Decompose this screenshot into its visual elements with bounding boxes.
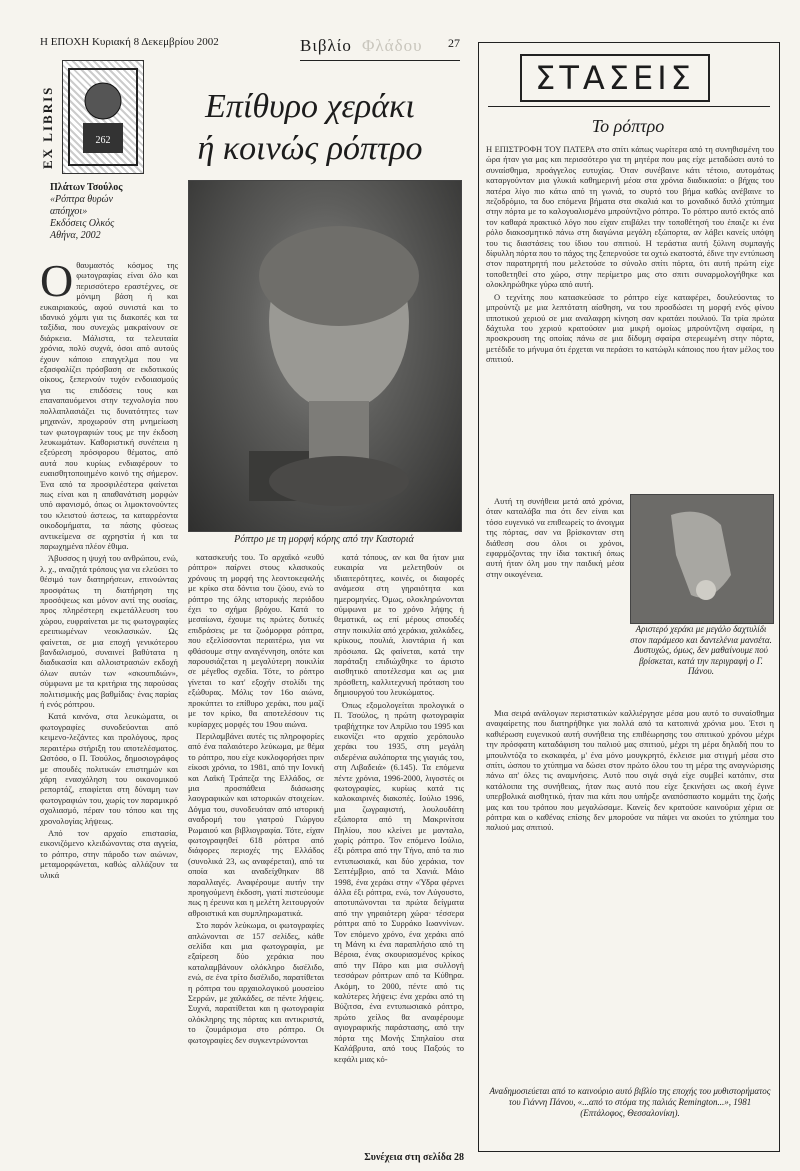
section-header (300, 32, 460, 61)
book-place-year: Αθήνα, 2002 (50, 230, 101, 241)
sidebar-text-bottom (486, 708, 774, 1080)
knocker-photo (188, 180, 462, 532)
paragraph: Αυτή τη συνήθεια μετά από χρόνια, όταν καταλάβα πια ότι δεν είναι και τόσο ευγενικό να επιθεωρείς το άνοιγμα της πόρτας, σαν να βρίσκονταν στη διάθεση σου όλοι οι χρόνοι, εφαρμόζοντας την ίδια τακτική όπως αυτή ήταν όλη μου την παιδική μέσα στην οικογένεια. (486, 496, 624, 579)
article-title-line1: Επίθυρο χεράκι (205, 88, 415, 125)
section-label: Βιβλίο (300, 36, 352, 55)
photo-caption: Ρόπτρο με τη μορφή κόρης από την Καστοριά (234, 534, 414, 545)
paragraph: Άβυσσος η ψυχή του ανθρώπου, ενώ, λ. χ., αναζητά τρόπους για να ελεύσει το θέσιμό των διατηρήσεων, επινοώντας προσφάτως τη διατήρηση της προσόψεως και μόνον αντί της ουσίας, προς πληρέστερη εκμετάλλευση του χώρου, ευφραίνεται με τις φωτογραφίες ερειπιωμένων νεοκλασικών. Ως φαίνεται, σε μια εποχή γενικότερου βανδαλισμού, συναινεί βαθύτατα η διαδικασία και αλλοιστρασιών εκδοχή όλων αυτών των «σκουπιδιών», σύμφωνα με τα κριτήρια της παρούσας πολιτισμικής μας βαθμίδας· ένας παρίας ή ενός ρόπτρου. (40, 553, 178, 710)
page-number: 27 (448, 36, 460, 50)
book-title: «Ρόπτρα θυρών απόηχοι» (50, 194, 113, 217)
column-name: ΣΤΑΣΕΙΣ (520, 54, 710, 102)
sidebar-photo-caption: Αριστερό χεράκι με μεγάλο δαχτυλίδι στον παράμεσο και δαντελένια μανσέτα. Δυστυχώς, όμως, δεν μαθαίνουμε πού βρίσκεται, κατά την περιγραφή ο Γ. Πάνου. (630, 624, 772, 676)
paragraph: Ο τεχνίτης που κατασκεύασε το ρόπτρο είχε καταφέρει, δουλεύοντας το μπρούντζι με μια λεπτότατη αίσθηση, να του προσδώσει τη μορφή ενός φίνου ιπποτικού χεριού σε μια αναλαφρη κίνηση σαν κρατάει πουλιού. Τα τρία πρώτα δάχτυλα του χεριού κρατούσαν μια μικρή ομοίως μπρούντζινη σφαίρα, η προσκρουση της οποίας πάνω σε μια δίδυμη σφαίρα στερεωμένη στην πόρτα, μετέδιδε το μήνυμα ότι έρχεται να περάσει το κατώφλι κάποιος που ήταν μέλος του σπιτιού. (486, 291, 774, 365)
newspaper-date: Η ΕΠΟΧΗ Κυριακή 8 Δεκεμβρίου 2002 (40, 36, 219, 48)
paragraph: Από τον αρχαίο επιστασία, εικονιζόμενο κλειδώνοντας στα αγγεία, το ρόπτρο, στην πάροδο των αιώνων, μεταμορφώνεται, καθώς αλλάζουν τα υλικά (40, 827, 178, 880)
ex-libris-illustration (62, 60, 144, 174)
paragraph: θαυμαστός κόσμος της φωτογραφίας είναι όλο και περισσότερο εραστέχνες, σε μόνιμη βάση ή και ευκαιριακούς, αφού συνιστά και το ιδανικό χόμπι για τις διακοπές και τα ταξίδια, που συνεχώς μακραίνουν σε διάρκεια. Μάλιστα, τα τελευταία χρόνια, πολύ συχνά, όσοι από αυτούς έχουν κάποιο επαγγελμα που να εξασφαλίζει πρόσβαση σε εκδοτικούς οίκους, ξεπερνούν τυχόν ενδοιασμούς για τις επιδόσεις τους και επαναπαυόμενοι στην τεχνολογία που πολλαπλασιάζει τις δυνατότητες των μηχανών, προχωρούν στη μνημείωση των φωτογραφιών τους με την έκδοση λευκωμάτων. Καθοριστική συνέπεια η εξεύρεση πρόσφορου θέματος, από αυτά που κυρίως ενδιαφέρουν το ευαισθητοποιημένο κοινό της σήμερον. Ένα από τα προσφιλέστερα φαίνεται πως είναι και η απαθανάτιση μορφών υπό αφανισμό, όπως οι λιμοκτονούντες του κλειστού άστεως, τα καταρρέοντα οικοδομήματα, τα πάσης φύσεως αντικείμενα σε αχρηστία ή και τα παρωχημένα πλέον έθιμα. (40, 260, 178, 551)
hand-knocker-photo (630, 494, 774, 624)
paragraph: Όπως εξομολογείται προλογικά ο Π. Τσούλος, η πρώτη φωτογραφία τραβήχτηκε τον Απρίλιο του 1995 και εικονίζει «το αρχαίο χερόπουλο χεράκι του 1935, στη μεγάλη σιδερένια αυλόπορτα της γιαγιάς του, στη Λιβαδειά» (6.145). Τα επόμενα πέντε χρόνια, 1996-2000, λιγοστές οι φωτογραφίες, κυρίως κατά τις καλοκαιρινές διακοπές. Ιούλιο 1996, μια ζωγραφιστή, λουλουδάτη εξώπορτα από τη Μακρινίτσα Πηλίου, που κλείνει με μανταλο, χωρίς ρόπτρο. Τον επόμενο Ιούλιο, έξι ρόπτρα από την Τήνο, από τα πιο εντυπωσιακά, και δύο χεράκια, τον Σεπτέμβριο, από τα Χανιά. Μάιο 1998, ένα χεράκι στην «Ύδρα φέρνει άλλα έξι ρόπτρα, ενώ, τον Αύγουστο, αποτυπώνονται τα πρώτα δείγματα από την γηραιότερη χώρα· τέσσερα ρόπτρα από το Συρράκο Ιωαννίνων. Τον επόμενο χρόνο, ένα χεράκι από τη Μάνη κι ένα παραπλήσιο από τη Βέροια, ένας σκουριασμένος κρίκος από την Πάρο και μια συλλογή τεσσάρων ρόπτρων από τα Κύθηρα. Ακόμη, το 2000, πέντε από τις καλύτερες λήψεις: ένα χεράκι από τη Βύζιτσα, ένα εντυπωσιακό ρόπτρο, πρώτο χείλος θα αναφέρουμε αγιογραφικής παράστασης, από την πόρτα της Μονής Σπηλαίου στα Καλάβρυτα, από τους Παξούς το κεφάλι μιας κό- (334, 699, 464, 1064)
section-ghost-text: Φλάδου (362, 36, 423, 55)
book-author: Πλάτων Τσούλος (50, 182, 123, 193)
article-column-1 (40, 260, 178, 1150)
sidebar-text-narrow (486, 496, 624, 706)
paragraph: Στο παρόν λεύκωμα, οι φωτογραφίες απλώνονται σε 157 σελίδες, κάθε σελίδα και μια φωτογραφία, με εξαίρεση δύο χεράκια που καταλαμβάνουν ολόκληρο δισέλιδο, ενώ, σε ένα τρίτο δισέλιδο, παρατίθεται η ρόπτρα του αρχαιολογικού μουσείου Σερρών, με χαλκάδες, σε πέντε λήψεις. Συχνά, παρατίθεται και η φωτογραφία ολόκληρης της πόρτας και αντικριστά, το ζουμάρισμα στο ρόπτρο. Οι φωτογραφίες δεν συγκεντρώνονται (188, 920, 324, 1045)
sidebar-title: Το ρόπτρο (591, 116, 665, 136)
svg-text:262: 262 (95, 135, 111, 146)
paragraph: Κατά κανόνα, στα λευκώματα, οι φωτογραφίες συνοδεύονται από κειμενο-λεζάντες και προλόγους, προς περαιτέρω στήριξη του αποτελέσματος. Ωστόσο, ο Π. Τσούλος, δημοσιογράφος με σπουδές πολιτικών επιστημών και χάρη ενασχόληση του οικονομικού ρεπορτάζ, επαφίεται στη δύναμη των φωτογραφιών του, χωρίς τον παραμικρό σχολιασμό, πέραν του τόπου και της χρονολογίας λήψεως. (40, 711, 178, 826)
drop-cap: Ο (40, 260, 74, 306)
article-column-2 (188, 552, 324, 1150)
article-title-line2: ή κοινώς ρόπτρο (197, 130, 423, 167)
ex-libris-label: EX LIBRIS (40, 85, 55, 169)
article-column-3 (334, 552, 464, 1150)
source-note: Αναδημοσιεύεται από το καινούριο αυτό βιβλίο της εποχής του μυθιστορήματος του Γιάννη Πάνου, «...από το στόμα της παλιάς Remington...», 1981 (Επτάλοφος, Θεσσαλονίκη). (489, 1086, 771, 1118)
article-title (150, 86, 470, 170)
book-publisher: Εκδόσεις Ολκός (50, 218, 115, 229)
paragraph: κατασκευής του. Το αρχαϊκό «ευθύ ρόπτρο» παίρνει στους κλασικούς χρόνους τη μορφή της λεοντοκεφαλής με κρίκο στα δόντια του ζώου, ενώ το ρόπτρο της όλης ιστορικής περιόδου έχει το σχήμα βρόχου. Κατά το μεσαίωνα, έχουμε τις πρώτες δυτικές επιδράσεις με τα ζωόμορφα ρόπτρα, που εξελίσσονται περαιτέρω, για να φθάσουμε στην αναγέννηση, οπότε και παρουσιάζεται η μεγαλύτερη ποικιλία σε μέγεθος σχεδία. Τότε, το ρόπτρο γίνεται το κατ' εξοχήν στολίδι της εξώθυρας. Μόλις τον 16ο αιώνα, προκύπτει το επίθυρο χεράκι, που μαζί με τον κρίκο, θα αποτελέσουν τις κυρίαρχες μορφές του 19ου αιώνα. (188, 552, 324, 729)
sidebar-text-top (486, 144, 774, 494)
paragraph: Η ΕΠΙΣΤΡΟΦΗ ΤΟΥ ΠΑΤΕΡΑ στο σπίτι κάπως νωρίτερα από τη συνηθισμένη του ώρα ήταν για μας και περισσότερο για τη μητέρα που μας είχε μεταδώσει αυτό το συναίσθημα, προάγγελος ευτυχίας. Όταν συνέβαινε κάτι τέτοιο, αυτομάτως καταργούνταν μια γλυκιά καθημερινή μέσα στα χρόνια διαδικασία: ο βήχας του πατέρα λίγο πιο κάτω από τη γωνιά, το συρτό του βήμα καθώς ανέβαινε το πεζοδρόμιο, τα δυο επόμενα βήματα στα σκαλιά και το μοναδικό διπλό χτύπημα στην πόρτα με το καλογυαλισμένο μπρούντζινο ρόπτρο. Το ρόπτρο αυτό εκτός από τον καθαρά πρακτικό λόγο που είχαν επιβάλει την τοποθέτησή του έπαιζε κι ένα ρόλο διακοσμητικό πάνω στη διαγώνια μεγάλη εξώπορτα, αν λάβει κανείς υπόψη του τις διαστάσεις του ίδιου του σπιτιού. Η τεράστια αυτή ξύλινη συμπαγής δίφυλλη πόρτα που το πάχος της ξεπερνούσε τα οχτώ εκατοστά, έδινε την εντύπωση στον παρατηρητή που μελετούσε το σύνολο σπίτι πόρτα, ότι αυτή πρώτη είχε τοποθετηθεί στο χώρο, στην περίμετρο μας στο σπιτι συναρμολογήθηκε και ολοκληρώθηκε γύρω από αυτή. (486, 144, 774, 290)
book-info (50, 182, 150, 242)
paragraph: Μια σειρά ανάλογων περιστατικών καλλιέργησε μέσα μου αυτό το συναίσθημα αναφαίρετης που διατηρήθηκε για πολλά από τα κατοπινά χρόνια μου. Έτσι η καθιέρωση ευγενικού αυτή συνήθεια της επιθέωρησης του σπιτικού χρόνου μέχρι την πρόσφατη καταδάφιση του παλιού μας σπιτιού, μέχρι τη μέρα δηλαδή που το μπουλντόζα το εκσκαφέα, μ' ένα μόνο μουγκρητό, έκλεισε μια στιγμή μέσα στο σπίτι, ώσπου το χτύπημα να δώσει στον πρώτο όλου του τη μέρα της αναγνώρισης πάνω απ' όλες τις αναμνήσεις. Αυτό που σιγά σιγά είχε συμβεί κατόπιν, στα κατάλοιπα της συνήθειας, ήταν πως αυτό που είχε ξεκινήσει ως ακοή έγινε υπερβολικά αισθητικό, ήταν πια κάτι που υπήρξε αναπόσπαστο κομμάτι της ζωής μας και του τρόπου που μεγαλώσαμε. Κανείς δεν κρατούσε καινούρια χέρια σε ρόπτρα και ο καθένας επίσης δεν μπορούσε να πάψει να ακούει το χτύπημα του παλιού μας σπιτιού. (486, 708, 774, 833)
paragraph: Περιλαμβάνει αυτές τις πληροφορίες από ένα παλαιότερο λεύκωμα, με θέμα το ρόπτρο, που είχε κυκλοφορήσει πριν είκοσι χρόνια, το 1981, από την Ιονική και Λαϊκή Τράπεζα της Ελλάδος, σε μια προσπάθεια διάσωσης λαογραφικών και ιστορικών στοιχείων. Δόγμα του, συνοδευόταν από ιστορική αναδρομή του γιατρού Γιώργου Ρωμαιού και βιβλιογραφία. Τότε, είχαν φωτογραφηθεί 618 ρόπτρα από διάφορες περιοχές της Ελλάδος (συνολικά 23, ως αναφέρεται), από τα οποία και αναδείχθηκαν 88 παραλλαγές. Αναφέρουμε αυτήν την προηγούμενη έκδοση, γιατί πιστεύουμε πως η έρευνα και η μελέτη λειτουργούν αθροιστικά και συμπληρωματικά. (188, 730, 324, 918)
paragraph: κατά τόπους, αν και θα ήταν μια ευκαιρία να μελετηθούν οι ιδιαιτερότητες, κοινές, οι διαφορές ανάμεσα στη γηραιότητα και ημερομηνίες. Όμως, ολοκληρώνονται σύμφωνα με το χρόνο λήψης ή θεματικά, ως επί μέρους σπουδές στην ποικιλία από χεράκια, χαλκάδες, κρίκους, πουλιά, λιοντάρια ή και πρόσωπα. Ως φαίνεται, κατά την παράταξη επιδιώχθηκε το άριστο αισθητικό αποτέλεσμα και ως μια πρόσθετη, καλλιτεχνική πρόταση του δημιουργού του λευκώματος. (334, 552, 464, 698)
continued-note: Συνέχεια στη σελίδα 28 (364, 1152, 464, 1163)
